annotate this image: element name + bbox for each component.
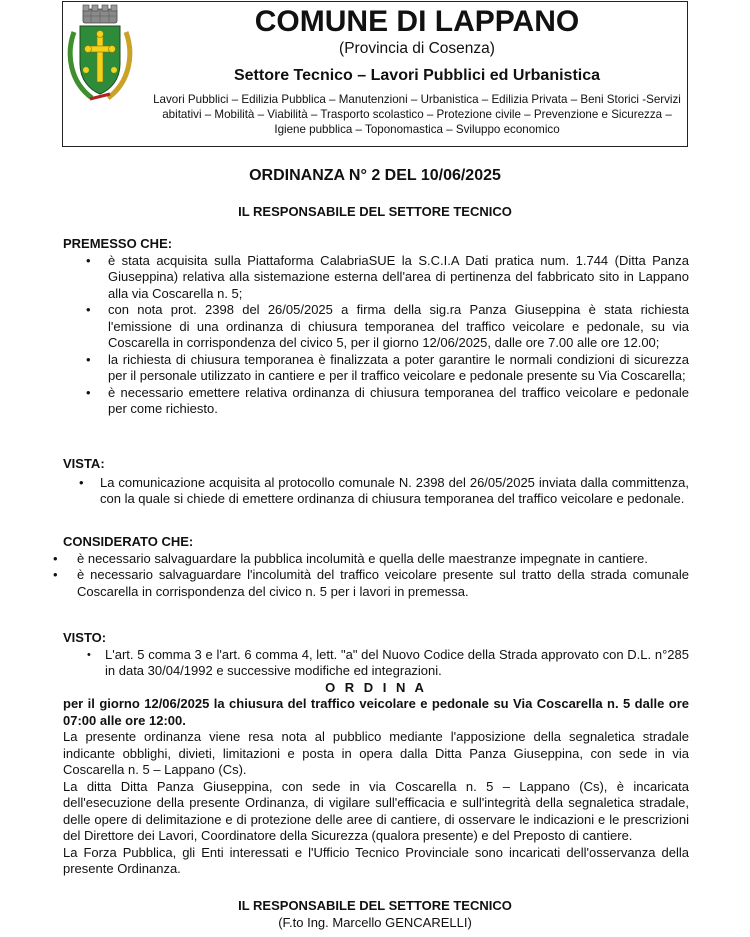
visto-section xyxy=(63,630,689,878)
responsabile-heading: IL RESPONSABILE DEL SETTORE TECNICO xyxy=(238,204,512,219)
premesso-heading: PREMESSO CHE: xyxy=(63,236,173,251)
comune-name: COMUNE DI LAPPANO xyxy=(254,5,580,38)
coat-of-arms-icon xyxy=(66,4,134,104)
letterhead xyxy=(62,1,688,147)
list-item: • è necessario salvaguardare l'incolumità del traffico veicolare presente sul tratto della strada comunale Coscarella in corrispondenza del civico n. 5 per i lavori in premessa. xyxy=(63,567,689,600)
considerato-section xyxy=(63,534,689,600)
vista-section xyxy=(63,456,689,508)
list-item: • con nota prot. 2398 del 26/05/2025 a firma della sig.ra Panza Giuseppina è stata richiesta l'emissione di una ordinanza di chiusura temporanea del traffico veicolare e pedonale, su via Coscarella in corrispondenza del civico 5, per il giorno 12/06/2025, dalle ore 7.00 alle ore 12.00; xyxy=(63,302,689,352)
list-item: • è necessario salvaguardare la pubblica incolumità e quella delle maestranze impegnate in cantiere. xyxy=(63,551,689,568)
list-item: • la richiesta di chiusura temporanea è finalizzata a poter garantire le normali condizioni di sicurezza per il personale utilizzato in cantiere e per il traffico veicolare e pedonale presente su Via Coscarella; xyxy=(63,352,689,385)
ordina-heading: O R D I N A xyxy=(325,679,427,695)
list-item: • è stata acquisita sulla Piattaforma CalabriaSUE la S.C.I.A Dati pratica num. 1.744 (Ditta Panza Giuseppina) relativa alla sistemazione esterna dell'area di pertinenza del fabbricato sito in Lappano alla via Coscarella n. 5; xyxy=(63,253,689,303)
signature-name: (F.to Ing. Marcello GENCARELLI) xyxy=(278,915,472,930)
settore-label: Settore Tecnico – Lavori Pubblici ed Urbanistica xyxy=(233,67,601,84)
list-item: • La comunicazione acquisita al protocollo comunale N. 2398 del 26/05/2025 inviata dalla committenza, con la quale si chiede di emettere ordinanza di chiusura temporanea del traffico veicolare e pedonale. xyxy=(63,475,689,508)
signature-title: IL RESPONSABILE DEL SETTORE TECNICO xyxy=(238,898,512,913)
crown-icon xyxy=(83,5,117,23)
considerato-heading: CONSIDERATO CHE: xyxy=(63,534,194,549)
vista-heading: VISTA: xyxy=(63,456,105,471)
uffici-list: Lavori Pubblici – Edilizia Pubblica – Manutenzioni – Urbanistica – Edilizia Privata – Beni Storici -Servizi abitativi – Mobilità – Viabilità – Trasporto scolastico – Protezione civile – Prevenzione e Sicurezza – Igiene pubblica – Toponomastica – Sviluppo economico xyxy=(153,93,681,136)
ordina-paragraph: La ditta Ditta Panza Giuseppina, con sede in via Coscarella n. 5 – Lappano (Cs), è incaricata dell'esecuzione della presente Ordinanza, di vigilare sull'efficacia e sull'integrità della segnaletica stradale, delle opere di delimitazione e di protezione delle aree di cantiere, di osservare le indicazioni e le prescrizioni del Direttore dei Lavori, Coordinatore della Sicurezza (qualora presente) e del Preposto di cantiere. xyxy=(63,778,689,843)
premesso-section xyxy=(63,236,689,418)
list-item: • L'art. 5 comma 3 e l'art. 6 comma 4, lett. "a" del Nuovo Codice della Strada approvato con D.L. n°285 in data 30/04/1992 e successive modifiche ed integrazioni. xyxy=(63,647,689,680)
provincia-label: (Provincia di Cosenza) xyxy=(339,40,495,57)
ordina-paragraph: La Forza Pubblica, gli Enti interessati e l'Ufficio Tecnico Provinciale sono incaricati dell'osservanza della presente Ordinanza. xyxy=(63,844,689,876)
list-item: • è necessario emettere relativa ordinanza di chiusura temporanea del traffico veicolare e pedonale per come richiesto. xyxy=(63,385,689,418)
ordina-paragraph: La presente ordinanza viene resa nota al pubblico mediante l'apposizione della segnaletica stradale indicante obblighi, divieti, limitazioni e posta in opera dalla Ditta Panza Giuseppina, con sede in via Coscarella n. 5 – Lappano (Cs). xyxy=(63,729,689,777)
ordinanza-title: ORDINANZA N° 2 DEL 10/06/2025 xyxy=(249,167,501,184)
ordina-dispositivo: per il giorno 12/06/2025 la chiusura del traffico veicolare e pedonale su Via Coscarella n. 5 dalle ore 07:00 alle ore 12:00. xyxy=(63,696,689,728)
visto-heading: VISTO: xyxy=(63,630,107,645)
